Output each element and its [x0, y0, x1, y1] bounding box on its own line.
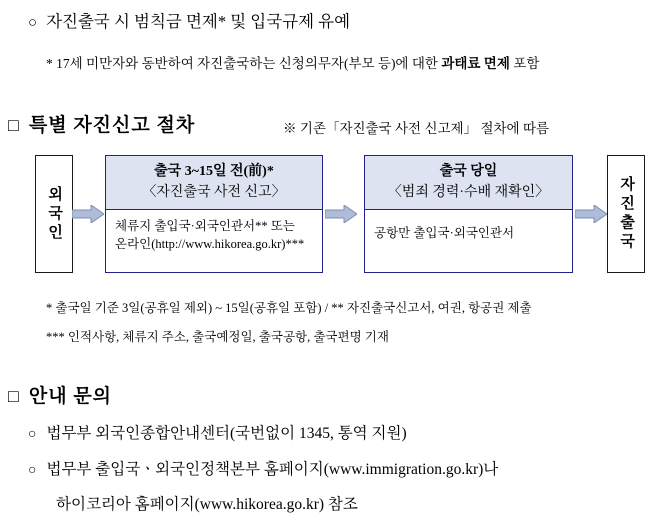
contact-list-item-2	[28, 457, 498, 479]
flow-end-label: 자진출국	[618, 176, 635, 252]
contact-list-item-1-text: 법무부 외국인종합안내센터(국번없이 1345, 통역 지원)	[46, 425, 407, 442]
flow-stage-1-header	[106, 156, 322, 210]
flow-stage-2-body	[365, 210, 572, 242]
top-bullet-item	[28, 8, 350, 32]
top-bullet-text: 자진출국 시 범칙금 면제* 및 입국규제 유예	[46, 12, 351, 31]
flow-stage-1-body-line2: 온라인(http://www.hikorea.go.kr)***	[115, 237, 305, 252]
bullet-icon-2: ○	[28, 427, 37, 442]
flow-stage-1-body	[106, 210, 322, 253]
section-title-special: 특별 자진신고 절차	[28, 115, 196, 136]
arrow-right-icon-3	[575, 205, 607, 223]
contact-list-item-2-text-line2: 하이코리아 홈페이지(www.hikorea.go.kr) 참조	[56, 496, 358, 513]
section-title-contact: 안내 문의	[28, 386, 113, 407]
arrow-right-icon-2	[325, 205, 357, 223]
bullet-icon-3: ○	[28, 463, 37, 478]
top-note-suffix: 포함	[509, 56, 540, 71]
top-note-prefix: * 17세 미만자와 동반하여 자진출국하는 신청의무자(부모 등)에 대한	[46, 56, 442, 71]
contact-list-item-2-text: 법무부 출입국ㆍ외국인정책본부 홈페이지(www.immigration.go.kr)나	[46, 461, 499, 478]
flow-stage-2-head-line1: 출국 당일	[439, 164, 498, 179]
diagram-footnote-2: *** 인적사항, 체류지 주소, 출국예정일, 출국공항, 출국편명 기재	[46, 330, 389, 344]
arrow-right-icon-1	[72, 205, 104, 223]
square-bullet-icon-2: □	[8, 386, 19, 406]
top-note-emphasis: 과태료 면제	[441, 56, 510, 71]
section-heading-special-procedure	[8, 110, 195, 137]
flow-stage-2	[364, 155, 573, 273]
flow-stage-2-head-line2: 〈범죄 경력·수배 재확인〉	[387, 185, 550, 200]
bullet-icon: ○	[28, 15, 38, 31]
flow-stage-2-body-line1: 공항만 출입국·외국인관서	[374, 226, 515, 240]
flow-stage-1-head-line2: 〈자진출국 사전 신고〉	[142, 185, 286, 200]
flow-stage-2-header	[365, 156, 572, 210]
top-note	[46, 52, 539, 72]
contact-list-item-1	[28, 421, 407, 443]
section-heading-contact	[8, 381, 112, 408]
flow-start-box	[35, 155, 73, 273]
flow-stage-1-head-line1: 출국 3~15일 전(前)*	[154, 164, 274, 179]
flow-start-label: 외국인	[46, 185, 63, 243]
square-bullet-icon: □	[8, 115, 19, 135]
flow-stage-1-body-line1: 체류지 출입국·외국인관서** 또는	[115, 219, 295, 233]
contact-list-item-2-continued	[56, 492, 358, 514]
flow-stage-1	[105, 155, 323, 273]
diagram-footnote-1: * 출국일 기준 3일(공휴일 제외) ~ 15일(공휴일 포함) / ** 자진출국신고서, 여권, 항공권 제출	[46, 301, 532, 315]
flow-end-box	[607, 155, 645, 273]
section-note-special: ※ 기존「자진출국 사전 신고제」 절차에 따름	[283, 121, 550, 136]
